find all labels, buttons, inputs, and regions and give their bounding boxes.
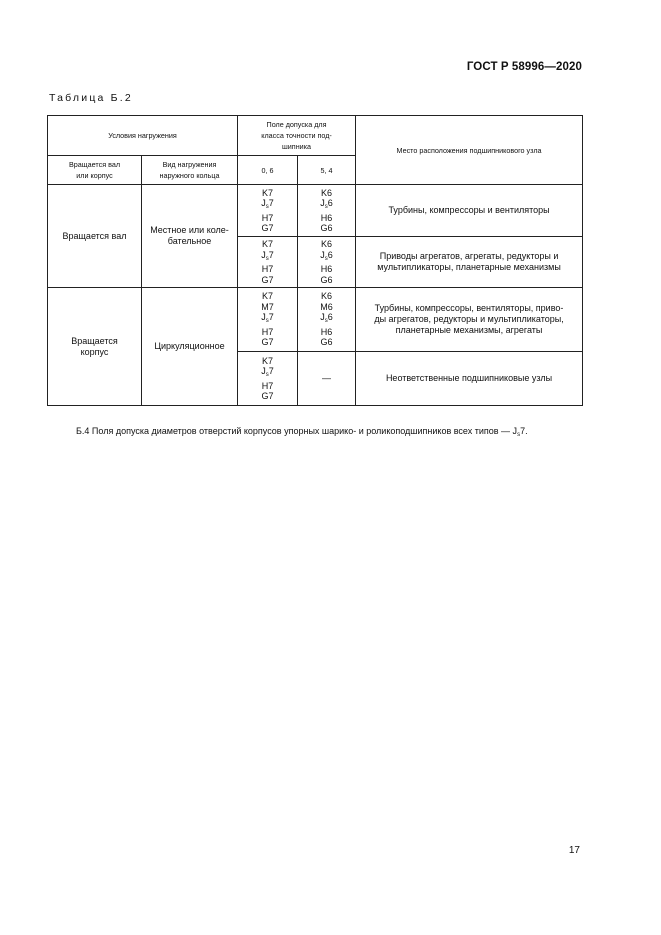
- tolerance-grade: 7: [268, 366, 274, 376]
- tolerance-letter: K: [262, 187, 269, 198]
- tolerance-letter: G: [261, 391, 269, 401]
- tolerance-grade: 6: [327, 239, 333, 249]
- tolerance-grade: 6: [327, 291, 333, 302]
- tolerance-grade: 7: [268, 326, 274, 337]
- tolerance-subscript: s: [265, 318, 269, 325]
- tolerance-grade: 7: [268, 187, 274, 198]
- tolerance-subscript: s: [265, 204, 269, 210]
- tolerance-subscript: s: [324, 255, 328, 262]
- tolerance-grade: 7: [268, 223, 274, 233]
- tolerance-letter: G: [261, 337, 269, 348]
- tolerance-letter: H: [261, 380, 269, 391]
- tolerance-letter: H: [320, 212, 328, 223]
- tolerance-letter: K: [321, 187, 328, 198]
- tolerance-grade: 7: [268, 239, 274, 249]
- header-class-5-4: 5, 4: [298, 156, 356, 185]
- page-number: 17: [568, 845, 580, 856]
- tolerance-code: [238, 391, 297, 402]
- tolerance-subscript: s: [324, 204, 328, 210]
- tolerance-letter: G: [320, 223, 328, 233]
- tolerance-subscript: s: [265, 255, 269, 262]
- codes-cell: [298, 288, 356, 352]
- tolerance-grade: 7: [268, 355, 274, 366]
- location-cell: Турбины, компрессоры и вентиляторы: [356, 185, 583, 237]
- tolerance-grade: 6: [327, 301, 333, 312]
- tolerance-letter: J: [261, 249, 266, 260]
- codes-cell: [238, 288, 298, 352]
- tolerance-letter: G: [261, 223, 269, 233]
- tolerance-grade: 6: [327, 312, 333, 323]
- location-cell: Турбины, компрессоры, вентиляторы, приво- ды агрегатов, редукторы и мультипликаторы, планетарные механизмы, агрегаты: [356, 288, 583, 352]
- tolerance-letter: J: [320, 198, 325, 208]
- tolerance-letter: J: [261, 312, 266, 323]
- tolerance-code: [238, 302, 297, 313]
- tolerance-grade: 7: [268, 291, 274, 302]
- tolerance-grade: 6: [327, 187, 333, 198]
- tolerance-grade: 6: [327, 249, 333, 260]
- tolerance-grade: 7: [268, 249, 274, 260]
- tolerance-grade: 7: [268, 264, 274, 274]
- tolerance-letter: K: [262, 291, 269, 302]
- codes-cell: [298, 237, 356, 288]
- tolerance-code: [238, 366, 297, 381]
- tolerance-grade: 6: [327, 337, 333, 348]
- tolerance-code: [238, 327, 297, 338]
- cell-load-local: Местное или коле- бательное: [142, 185, 238, 288]
- tolerance-letter: J: [261, 366, 266, 376]
- tolerance-subscript: s: [265, 372, 269, 378]
- tolerance-code: [298, 337, 355, 348]
- tolerance-code: [238, 275, 297, 286]
- tolerance-code: [238, 239, 297, 250]
- table-caption: Таблица Б.2: [49, 92, 133, 104]
- tolerance-code: [238, 250, 297, 265]
- tolerance-grade: 6: [327, 212, 333, 223]
- tolerance-subscript: s: [324, 318, 328, 325]
- codes-cell: [298, 185, 356, 237]
- header-tolerance-field: Поле допуска для класса точности под- шипника: [238, 116, 356, 156]
- tolerance-code: [238, 356, 297, 367]
- tolerance-code: [298, 302, 355, 313]
- tolerance-grade: 6: [327, 223, 333, 233]
- tolerance-letter: K: [262, 355, 269, 366]
- tolerance-letter: H: [261, 326, 269, 337]
- header-load-conditions: Условия нагружения: [48, 116, 238, 156]
- tolerance-code: [238, 291, 297, 302]
- tolerance-code: [298, 291, 355, 302]
- tolerance-code: [298, 312, 355, 327]
- tolerance-letter: K: [321, 291, 328, 302]
- tolerance-letter: G: [320, 337, 328, 348]
- tolerance-letter: J: [320, 249, 325, 260]
- cell-load-circulating: Циркуляционное: [142, 288, 238, 406]
- codes-cell: [238, 185, 298, 237]
- tolerance-grade: 6: [327, 264, 333, 274]
- tolerance-grade: 6: [327, 326, 333, 337]
- tolerance-letter: H: [261, 212, 269, 223]
- tolerance-code: [298, 198, 355, 213]
- tolerance-code: [298, 250, 355, 265]
- tolerance-table: [47, 115, 583, 406]
- tolerance-letter: G: [320, 274, 328, 285]
- tolerance-code: [238, 223, 297, 234]
- tolerance-letter: H: [320, 326, 328, 337]
- cell-rotating-housing: Вращается корпус: [48, 288, 142, 406]
- tolerance-code: [238, 381, 297, 392]
- tolerance-letter: H: [261, 264, 269, 274]
- tolerance-grade: 7: [268, 274, 274, 285]
- tolerance-code: [298, 239, 355, 250]
- tolerance-code: [298, 275, 355, 286]
- tolerance-grade: 7: [268, 380, 274, 391]
- tolerance-grade: 7: [268, 301, 274, 312]
- codes-cell: [238, 237, 298, 288]
- location-cell: Неответственные подшипниковые узлы: [356, 352, 583, 406]
- tolerance-code: [298, 188, 355, 199]
- header-class-0-6: 0, 6: [238, 156, 298, 185]
- tolerance-grade: 7: [268, 337, 274, 348]
- tolerance-grade: 6: [327, 198, 333, 208]
- tolerance-code: [238, 213, 297, 224]
- tolerance-letter: M: [320, 301, 328, 312]
- location-cell: Приводы агрегатов, агрегаты, редукторы и мультипликаторы, планетарные механизмы: [356, 237, 583, 288]
- tolerance-grade: 7: [268, 391, 274, 401]
- tolerance-letter: M: [261, 301, 269, 312]
- codes-cell: [238, 352, 298, 406]
- header-location: Место расположения подшипникового узла: [356, 116, 583, 185]
- tolerance-code: [238, 198, 297, 213]
- tolerance-letter: K: [321, 239, 328, 249]
- note-b4: Б.4 Поля допуска диаметров отверстий корпусов упорных шарико- и роликоподшипников всех типов — $J_s7$.: [76, 426, 528, 438]
- tolerance-code: [298, 264, 355, 275]
- tolerance-letter: H: [320, 264, 328, 274]
- tolerance-grade: 7: [268, 212, 274, 223]
- tolerance-letter: J: [320, 312, 325, 323]
- dash-cell: —: [298, 352, 356, 406]
- tolerance-grade: 7: [268, 198, 274, 208]
- tolerance-code: [298, 223, 355, 234]
- header-rotating-part: Вращается вал или корпус: [48, 156, 142, 185]
- tolerance-grade: 6: [327, 274, 333, 285]
- tolerance-code: [238, 188, 297, 199]
- tolerance-code: [238, 264, 297, 275]
- tolerance-letter: J: [261, 198, 266, 208]
- tolerance-code: [238, 312, 297, 327]
- tolerance-code: [298, 327, 355, 338]
- tolerance-grade: 7: [268, 312, 274, 323]
- tolerance-code: [238, 337, 297, 348]
- header-ring-load-type: Вид нагружения наружного кольца: [142, 156, 238, 185]
- tolerance-code: [298, 213, 355, 224]
- standard-code: ГОСТ Р 58996—2020: [466, 61, 582, 73]
- tolerance-letter: G: [261, 274, 269, 285]
- cell-rotating-shaft: Вращается вал: [48, 185, 142, 288]
- tolerance-letter: K: [262, 239, 269, 249]
